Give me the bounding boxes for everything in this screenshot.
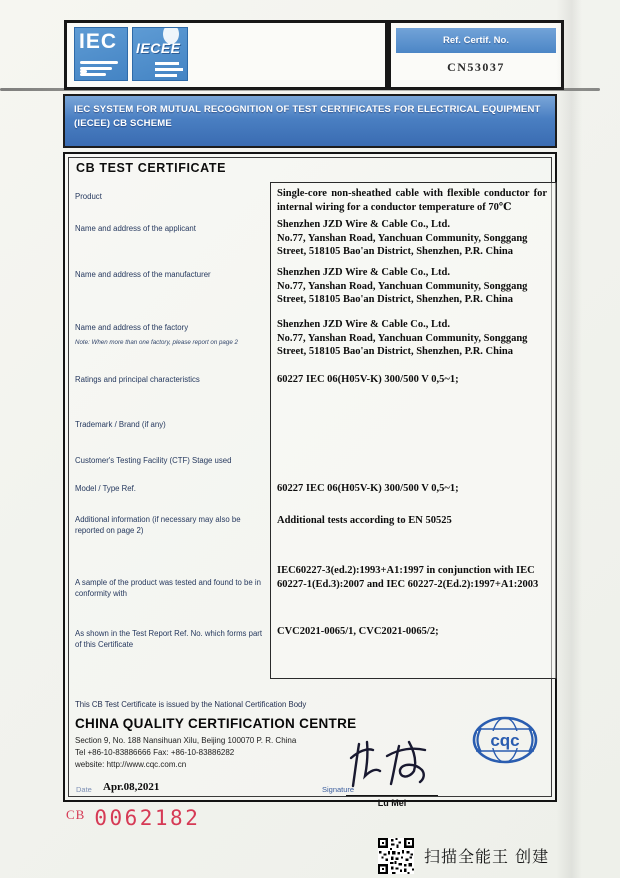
ref-certif-label: Ref. Certif. No. — [396, 28, 556, 53]
tel-fax-line: Tel +86-10-83886666 Fax: +86-10-83886282 — [75, 748, 235, 757]
camscanner-watermark: 扫描全能王 创建 — [424, 847, 550, 866]
certificate-body — [63, 152, 557, 808]
date-value: Apr.08,2021 — [103, 781, 160, 793]
field-value-additional: Additional tests according to EN 50525 — [277, 515, 452, 526]
field-note-factory: Note: When more than one factory, please report on page 2 — [75, 339, 238, 346]
scan-artifact-line — [0, 88, 600, 91]
certification-body-name: CHINA QUALITY CERTIFICATION CENTRE — [75, 716, 357, 731]
signature-line — [346, 795, 438, 796]
certification-body-address — [75, 735, 296, 771]
cb-stamp-prefix: CB — [66, 807, 86, 822]
field-value-test-report: CVC2021-0065/1, CVC2021-0065/2; — [277, 626, 439, 637]
field-label-test-report: As shown in the Test Report Ref. No. which forms part of this Certificate — [75, 629, 263, 649]
field-value-manufacturer: Shenzhen JZD Wire & Cable Co., Ltd. No.77, Yanshan Road, Yanchuan Community, Songgang Street, 518105 Bao'an District, Shenzhen, P.R. China — [277, 267, 528, 306]
header-logo-box — [64, 20, 388, 90]
cqc-logo-icon — [457, 712, 553, 770]
iecee-logo-text: IECEE — [136, 40, 181, 56]
cb-certificate-stamp — [66, 806, 200, 830]
field-label-factory: Name and address of the factory — [75, 323, 189, 332]
iecee-logo-icon — [132, 27, 188, 81]
certificate-title: CB TEST CERTIFICATE — [76, 161, 227, 175]
date-label: Date — [76, 785, 92, 794]
field-value-applicant: Shenzhen JZD Wire & Cable Co., Ltd. No.77, Yanshan Road, Yanchuan Community, Songgang Street, 518105 Bao'an District, Shenzhen, P.R. China — [277, 219, 528, 258]
field-label-trademark: Trademark / Brand (if any) — [75, 420, 166, 429]
qr-code-icon — [378, 838, 414, 874]
address-line: Section 9, No. 188 Nansihuan Xilu, Beijing 100070 P. R. China — [75, 736, 297, 745]
field-label-product: Product — [75, 192, 102, 201]
signature-label: Signature — [322, 785, 355, 794]
ref-certif-number: CN53037 — [447, 60, 505, 74]
field-label-conformity: A sample of the product was tested and found to be in conformity with — [75, 578, 261, 598]
website-line: website: http://www.cqc.com.cn — [75, 760, 187, 769]
field-label-ratings: Ratings and principal characteristics — [75, 375, 200, 384]
field-value-conformity: IEC60227-3(ed.2):1993+A1:1997 in conjunction with IEC 60227-1(Ed.3):2007 and IEC 60227-2(Ed.2):1997+A1:2003 — [277, 565, 539, 590]
field-label-additional: Additional information (if necessary may also be reported on page 2) — [75, 515, 241, 535]
field-value-ratings: 60227 IEC 06(H05V-K) 300/500 V 0,5~1; — [277, 374, 459, 385]
cb-stamp-number: 0062182 — [94, 806, 201, 830]
scheme-banner: IEC SYSTEM FOR MUTUAL RECOGNITION OF TEST CERTIFICATES FOR ELECTRICAL EQUIPMENT (IECEE) CB SCHEME — [63, 94, 557, 148]
iec-logo-text: IEC — [79, 30, 118, 53]
field-value-factory: Shenzhen JZD Wire & Cable Co., Ltd. No.77, Yanshan Road, Yanchuan Community, Songgang Street, 518105 Bao'an District, Shenzhen, P.R. China — [277, 319, 528, 358]
field-value-model: 60227 IEC 06(H05V-K) 300/500 V 0,5~1; — [277, 483, 459, 494]
signature-handwriting — [337, 734, 447, 794]
ref-certif-box — [388, 20, 564, 90]
field-label-ctf: Customer's Testing Facility (CTF) Stage used — [75, 456, 232, 465]
cqc-logo-text: cqc — [490, 731, 520, 750]
field-value-product: Single-core non-sheathed cable with flexible conductor for internal wiring for a conductor temperature of 70℃ — [277, 188, 547, 213]
field-label-manufacturer: Name and address of the manufacturer — [75, 270, 211, 279]
iec-logo-icon — [74, 27, 128, 81]
signer-name: Lu Mei — [377, 798, 407, 808]
field-label-applicant: Name and address of the applicant — [75, 224, 196, 233]
issued-by-line: This CB Test Certificate is issued by the National Certification Body — [75, 700, 307, 709]
field-label-model: Model / Type Ref. — [75, 484, 136, 493]
